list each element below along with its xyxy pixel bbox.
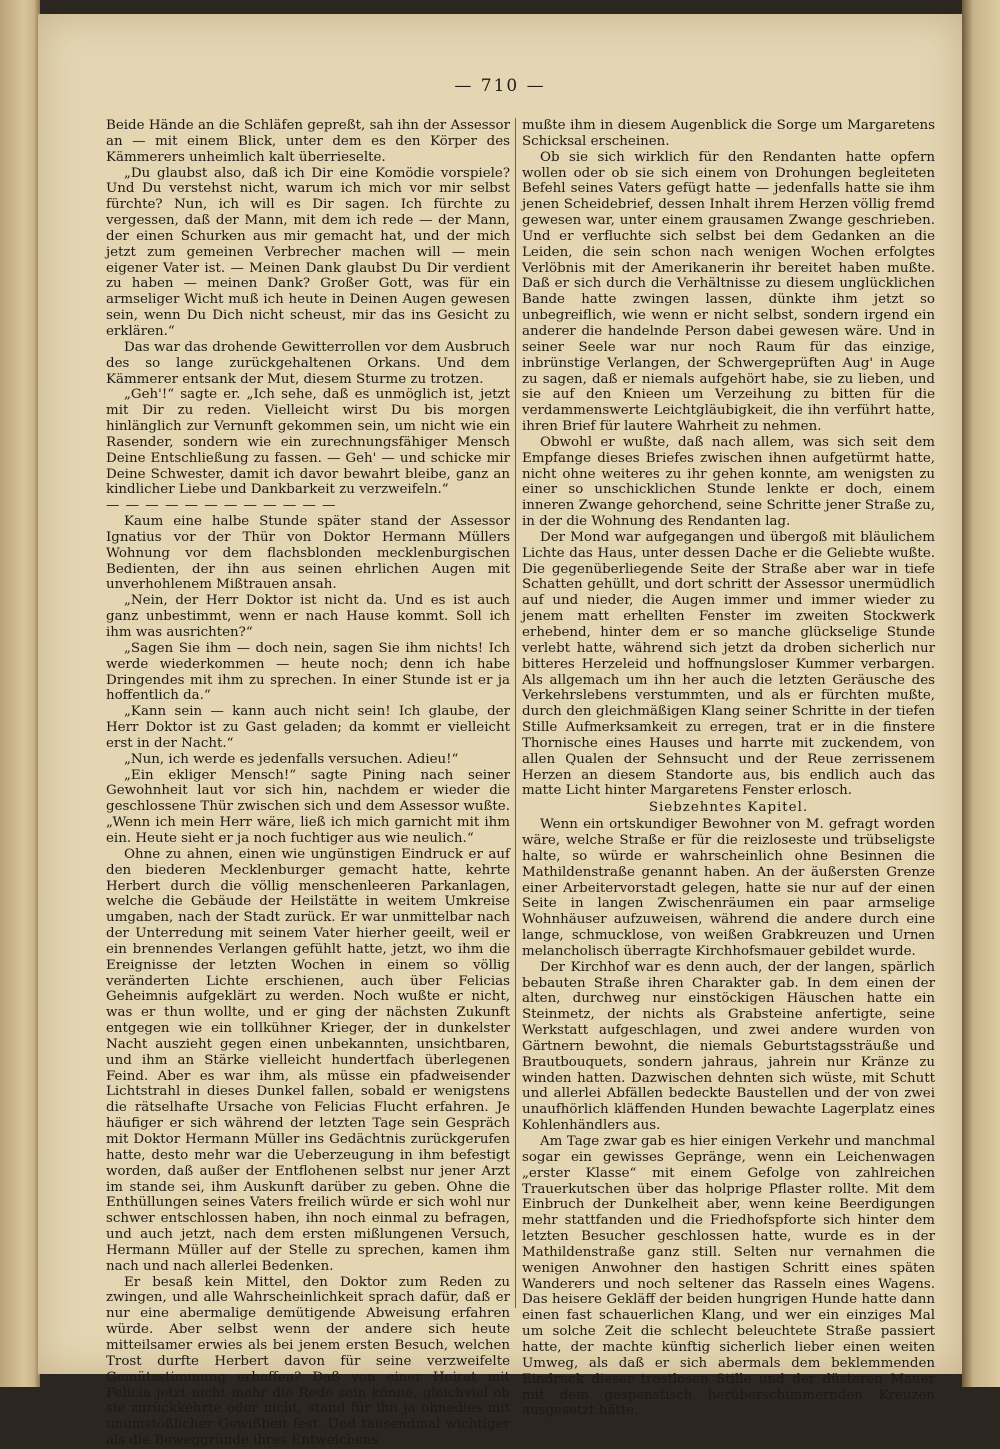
paragraph: Ob sie sich wirklich für den Rendanten hatte opfern wollen oder ob sie sich einem von Drohungen begleiteten Befehl seines Vaters gefügt hatte — jedenfalls hatte sie ihm jenen Scheidebrief, dessen Inhalt ihrem Herzen völlig fremd gewesen war, unter einem grausamen Zwange geschrieben. Und er verfluchte sich selbst bei dem Gedanken an die Leiden, die sein schon nach wenigen Wochen erfolgtes Verlöbnis mit der Amerikanerin ihr bereitet haben mußte. Daß er sich durch die Verhältnisse zu diesem unglücklichen Bande hatte zwingen lassen, dünkte ihm jetzt so unbegreiflich, wie wenn er nicht selbst, sondern irgend ein anderer die handelnde Person dabei gewesen wäre. Und in seiner Seele war nur noch Raum für das einzige, inbrünstige Verlangen, der Schwergeprüften Aug' in Auge zu sagen, daß er niemals aufgehört habe, sie zu lieben, und sie auf den Knieen um Verzeihung zu bitten für die verdammenswerte Leichtgläubigkeit, die ihn verführt hatte, ihren Brief für lautere Wahrheit zu nehmen. <box>522 149 935 435</box>
paragraph: Der Mond war aufgegangen und übergoß mit bläulichem Lichte das Haus, unter dessen Dache er die Geliebte wußte. Die gegenüberliegende Seite der Straße aber war in tiefe Schatten gehüllt, und dort schritt der Assessor unermüdlich auf und nieder, die Augen immer und immer wieder zu jenem matt erhellten Fenster im zweiten Stockwerk erhebend, hinter dem er so manche glückselige Stunde verlebt hatte, während sich jetzt da droben sicherlich nur bitteres Herzeleid und hoffnungsloser Kummer verbargen. Als allgemach um ihn her auch die letzten Geräusche des Verkehrslebens verstummten, und als er fürchten mußte, durch den gleichmäßigen Klang seiner Schritte in der tiefen Stille Aufmerksamkeit zu erregen, trat er in die finstere Thornische eines Hauses und harrte mit zuckendem, von allen Qualen der Sehnsucht und der Reue zerrissenem Herzen an diesem Standorte aus, bis endlich auch das matte Licht hinter Margaretens Fenster erlosch. <box>522 529 935 799</box>
paragraph: Ohne zu ahnen, einen wie ungünstigen Eindruck er auf den biederen Mecklenburger gemacht hatte, kehrte Herbert durch die völlig menschenleeren Parkanlagen, welche die Gebäude der Heilstätte in weitem Umkreise umgaben, nach der Stadt zurück. Er war unmittelbar nach der Unterredung mit seinem Vater hierher geeilt, weil er ein brennendes Verlangen gefühlt hatte, jetzt, wo ihm die Ereignisse der letzten Wochen in einem so völlig veränderten Lichte erschienen, auch über Felicias Geheimnis aufgeklärt zu werden. Noch wußte er nicht, was er thun wollte, und er ging der nächsten Zukunft entgegen wie ein tollkühner Krieger, der in dunkelster Nacht auszieht gegen einen unbekannten, unsichtbaren, und ihm an Stärke vielleicht hundertfach überlegenen Feind. Aber es war ihm, als müsse ein pfadweisender Lichtstrahl in dieses Dunkel fallen, sobald er wenigstens die rätselhafte Ursache von Felicias Flucht erfahren. Je häufiger er sich während der letzten Tage sein Gespräch mit Doktor Hermann Müller ins Gedächtnis zurückgerufen hatte, desto mehr war die Ueberzeugung in ihm befestigt worden, daß außer der Entflohenen selbst nur jener Arzt im stande sei, ihm Auskunft darüber zu geben. Ohne die Enthüllungen seines Vaters freilich würde er sich wohl nur schwer entschlossen haben, ihn noch einmal zu befragen, und auch jetzt, nach dem ersten mißlungenen Versuch, Hermann Müller auf der Stelle zu sprechen, kamen ihm nach und nach allerlei Bedenken. <box>106 846 510 1274</box>
page-number: — 710 — <box>454 76 546 96</box>
paragraph: „Geh'!“ sagte er. „Ich sehe, daß es unmöglich ist, jetzt mit Dir zu reden. Vielleicht wirst Du bis morgen hinlänglich zur Vernunft gekommen sein, um nicht wie ein Rasender, sondern wie ein zurechnungsfähiger Mensch Deine Entschließung zu fassen. — Geh' — und schicke mir Deine Schwester, damit ich davor bewahrt bleibe, ganz an kindlicher Liebe und Dankbarkeit zu verzweifeln.“ <box>106 387 510 498</box>
paragraph: „Nein, der Herr Doktor ist nicht da. Und es ist auch ganz unbestimmt, wenn er nach Hause kommt. Soll ich ihm was ausrichten?“ <box>106 593 510 640</box>
paragraph: „Nun, ich werde es jedenfalls versuchen. Adieu!“ <box>124 751 459 767</box>
paragraph: „Du glaubst also, daß ich Dir eine Komödie vorspiele? Und Du verstehst nicht, warum ich mich vor mir selbst fürchte? Nun, ich will es Dir sagen. Ich fürchte zu vergessen, daß der Mann, mit dem ich rede — der Mann, der einen Schurken aus mir gemacht hat, und der mich jetzt zum gemeinen Verbrecher machen will — mein eigener Vater ist. — Meinen Dank glaubst Du Dir verdient zu haben — meinen Dank? Großer Gott, was für ein armseliger Wicht muß ich heute in Deinen Augen gewesen sein, wenn Du Dich nicht scheust, mir das ins Gesicht zu erklären.“ <box>106 165 510 339</box>
paragraph: Obwohl er wußte, daß nach allem, was sich seit dem Empfange dieses Briefes zwischen ihnen aufgetürmt hatte, nicht ohne weiteres zu ihr gehen konnte, am wenigsten zu einer so unschicklichen Stunde lenkte er doch, einem inneren Zwange gehorchend, seine Schritte jener Straße zu, in der die Wohnung des Rendanten lag. <box>522 434 935 530</box>
right-page-edge <box>962 0 1000 1387</box>
chapter-title: Siebzehntes Kapitel. <box>648 800 809 816</box>
paragraph: Beide Hände an die Schläfen gepreßt, sah ihn der Assessor an — mit einem Blick, unter dem es den Körper des Kämmerers unheimlich kalt überrieselte. <box>106 118 510 165</box>
section-separator: — — — — — — — — — — — — <box>106 498 337 514</box>
paragraph: Der Kirchhof war es denn auch, der der langen, spärlich bebauten Straße ihren Charakter gab. In dem einen der alten, durchweg nur einstöckigen Häuschen hatte ein Steinmetz, der nichts als Grabsteine anfertigte, seine Werkstatt aufgeschlagen, und zwei andere wurden von Gärtnern bewohnt, die niemals Geburtstagssträuße und Brautbouquets, sondern jahraus, jahrein nur Kränze zu winden hatten. Dazwischen dehnten sich wüste, mit Schutt und allerlei Abfällen bedeckte Baustellen und der von zwei unaufhörlich kläffenden Hunden bewachte Lagerplatz eines Kohlenhändlers aus. <box>522 959 935 1134</box>
paragraph: Das war das drohende Gewitterrollen vor dem Ausbruch des so lange zurückgehaltenen Orkans. Und dem Kämmerer entsank der Mut, diesem Sturme zu trotzen. <box>106 339 510 387</box>
paragraph: Am Tage zwar gab es hier einigen Verkehr und manchmal sogar ein gewisses Gepränge, wenn ein Leichenwagen „erster Klasse“ mit einem Gefolge von zahlreichen Trauerkutschen über das holprige Pflaster rollte. Mit dem Einbruch der Dunkelheit aber, wenn keine Beerdigungen mehr stattfanden und die Friedhofspforte sich hinter dem letzten Besucher geschlossen hatte, wurde es in der Mathildenstraße ganz still. Selten nur vernahmen die wenigen Anwohner den hastigen Schritt eines späten Wanderers und noch seltener das Rasseln eines Wagens. Das heisere Gekläff der beiden hungrigen Hunde hatte dann einen fast schauerlichen Klang, und wer ein einziges Mal um solche Zeit die schlecht beleuchtete Straße passiert hatte, der machte künftig sicherlich lieber einen weiten Umweg, als daß er sich abermals dem beklemmenden Eindruck dieser trostlosen Stille und der düsteren Mauer mit dem gespenstisch herüberschimmernden Kreuzen ausgesetzt hätte. <box>522 1134 935 1419</box>
paragraph: mußte ihm in diesem Augenblick die Sorge um Margaretens Schicksal erscheinen. <box>522 118 935 149</box>
paragraph: „Sagen Sie ihm — doch nein, sagen Sie ihm nichts! Ich werde wiederkommen — heute noch; denn ich habe Dringendes mit ihm zu sprechen. In einer Stunde ist er ja hoffentlich da.“ <box>106 640 510 704</box>
paragraph: Wenn ein ortskundiger Bewohner von M. gefragt worden wäre, welche Straße er für die reizloseste und trübseligste halte, so würde er wahrscheinlich ohne Besinnen die Mathildenstraße genannt haben. An der äußersten Grenze einer Arbeitervorstadt gelegen, hatte sie nur auf der einen Seite in langen Zwischenräumen ein paar armselige Wohnhäuser aufzuweisen, während die andere durch eine lange, schmucklose, von weißen Grabkreuzen und Urnen melancholisch überragte Kirchhofsmauer gebildet wurde. <box>522 817 935 959</box>
left-column <box>106 118 510 1449</box>
left-page-edges <box>0 0 40 1387</box>
paragraph: „Ein ekliger Mensch!“ sagte Pining nach seiner Gewohnheit laut vor sich hin, nachdem er wieder die geschlossene Thür zwischen sich und dem Assessor wußte. „Wenn ich mein Herr wäre, ließ ich mich garnicht mit ihm ein. Heute sieht er ja noch fuchtiger aus wie neulich.“ <box>106 767 510 846</box>
paragraph: Kaum eine halbe Stunde später stand der Assessor Ignatius vor der Thür von Doktor Hermann Müllers Wohnung vor dem flachsblonden mecklenburgischen Bedienten, der ihn aus seinen ehrlichen Augen mit unverhohlenem Mißtrauen ansah. <box>106 514 510 593</box>
paragraph: Er besaß kein Mittel, den Doktor zum Reden zu zwingen, und alle Wahrscheinlichkeit sprach dafür, daß er nur eine abermalige demütigende Abweisung erfahren würde. Aber selbst wenn der andere sich heute mitteilsamer erwies als bei jenem ersten Besuch, welchen Trost durfte Herbert davon für seine verzweifelte Gemütsstimmung erhoffen? Daß von einer Heirat mit Felicia jetzt nicht mehr die Rede sein könne, gleichviel ob sie zurückkehrte oder nicht, stand für ihn ja ohnedies mit unumstößlicher Gewißheit fest. Und tausendmal wichtiger als die Beweggründe ihres Entweichens <box>106 1274 510 1449</box>
right-column <box>522 118 935 1419</box>
column-divider <box>515 118 516 1308</box>
paragraph: „Kann sein — kann auch nicht sein! Ich glaube, der Herr Doktor ist zu Gast geladen; da kommt er vielleicht erst in der Nacht.“ <box>106 704 510 751</box>
book-page <box>38 14 962 1449</box>
